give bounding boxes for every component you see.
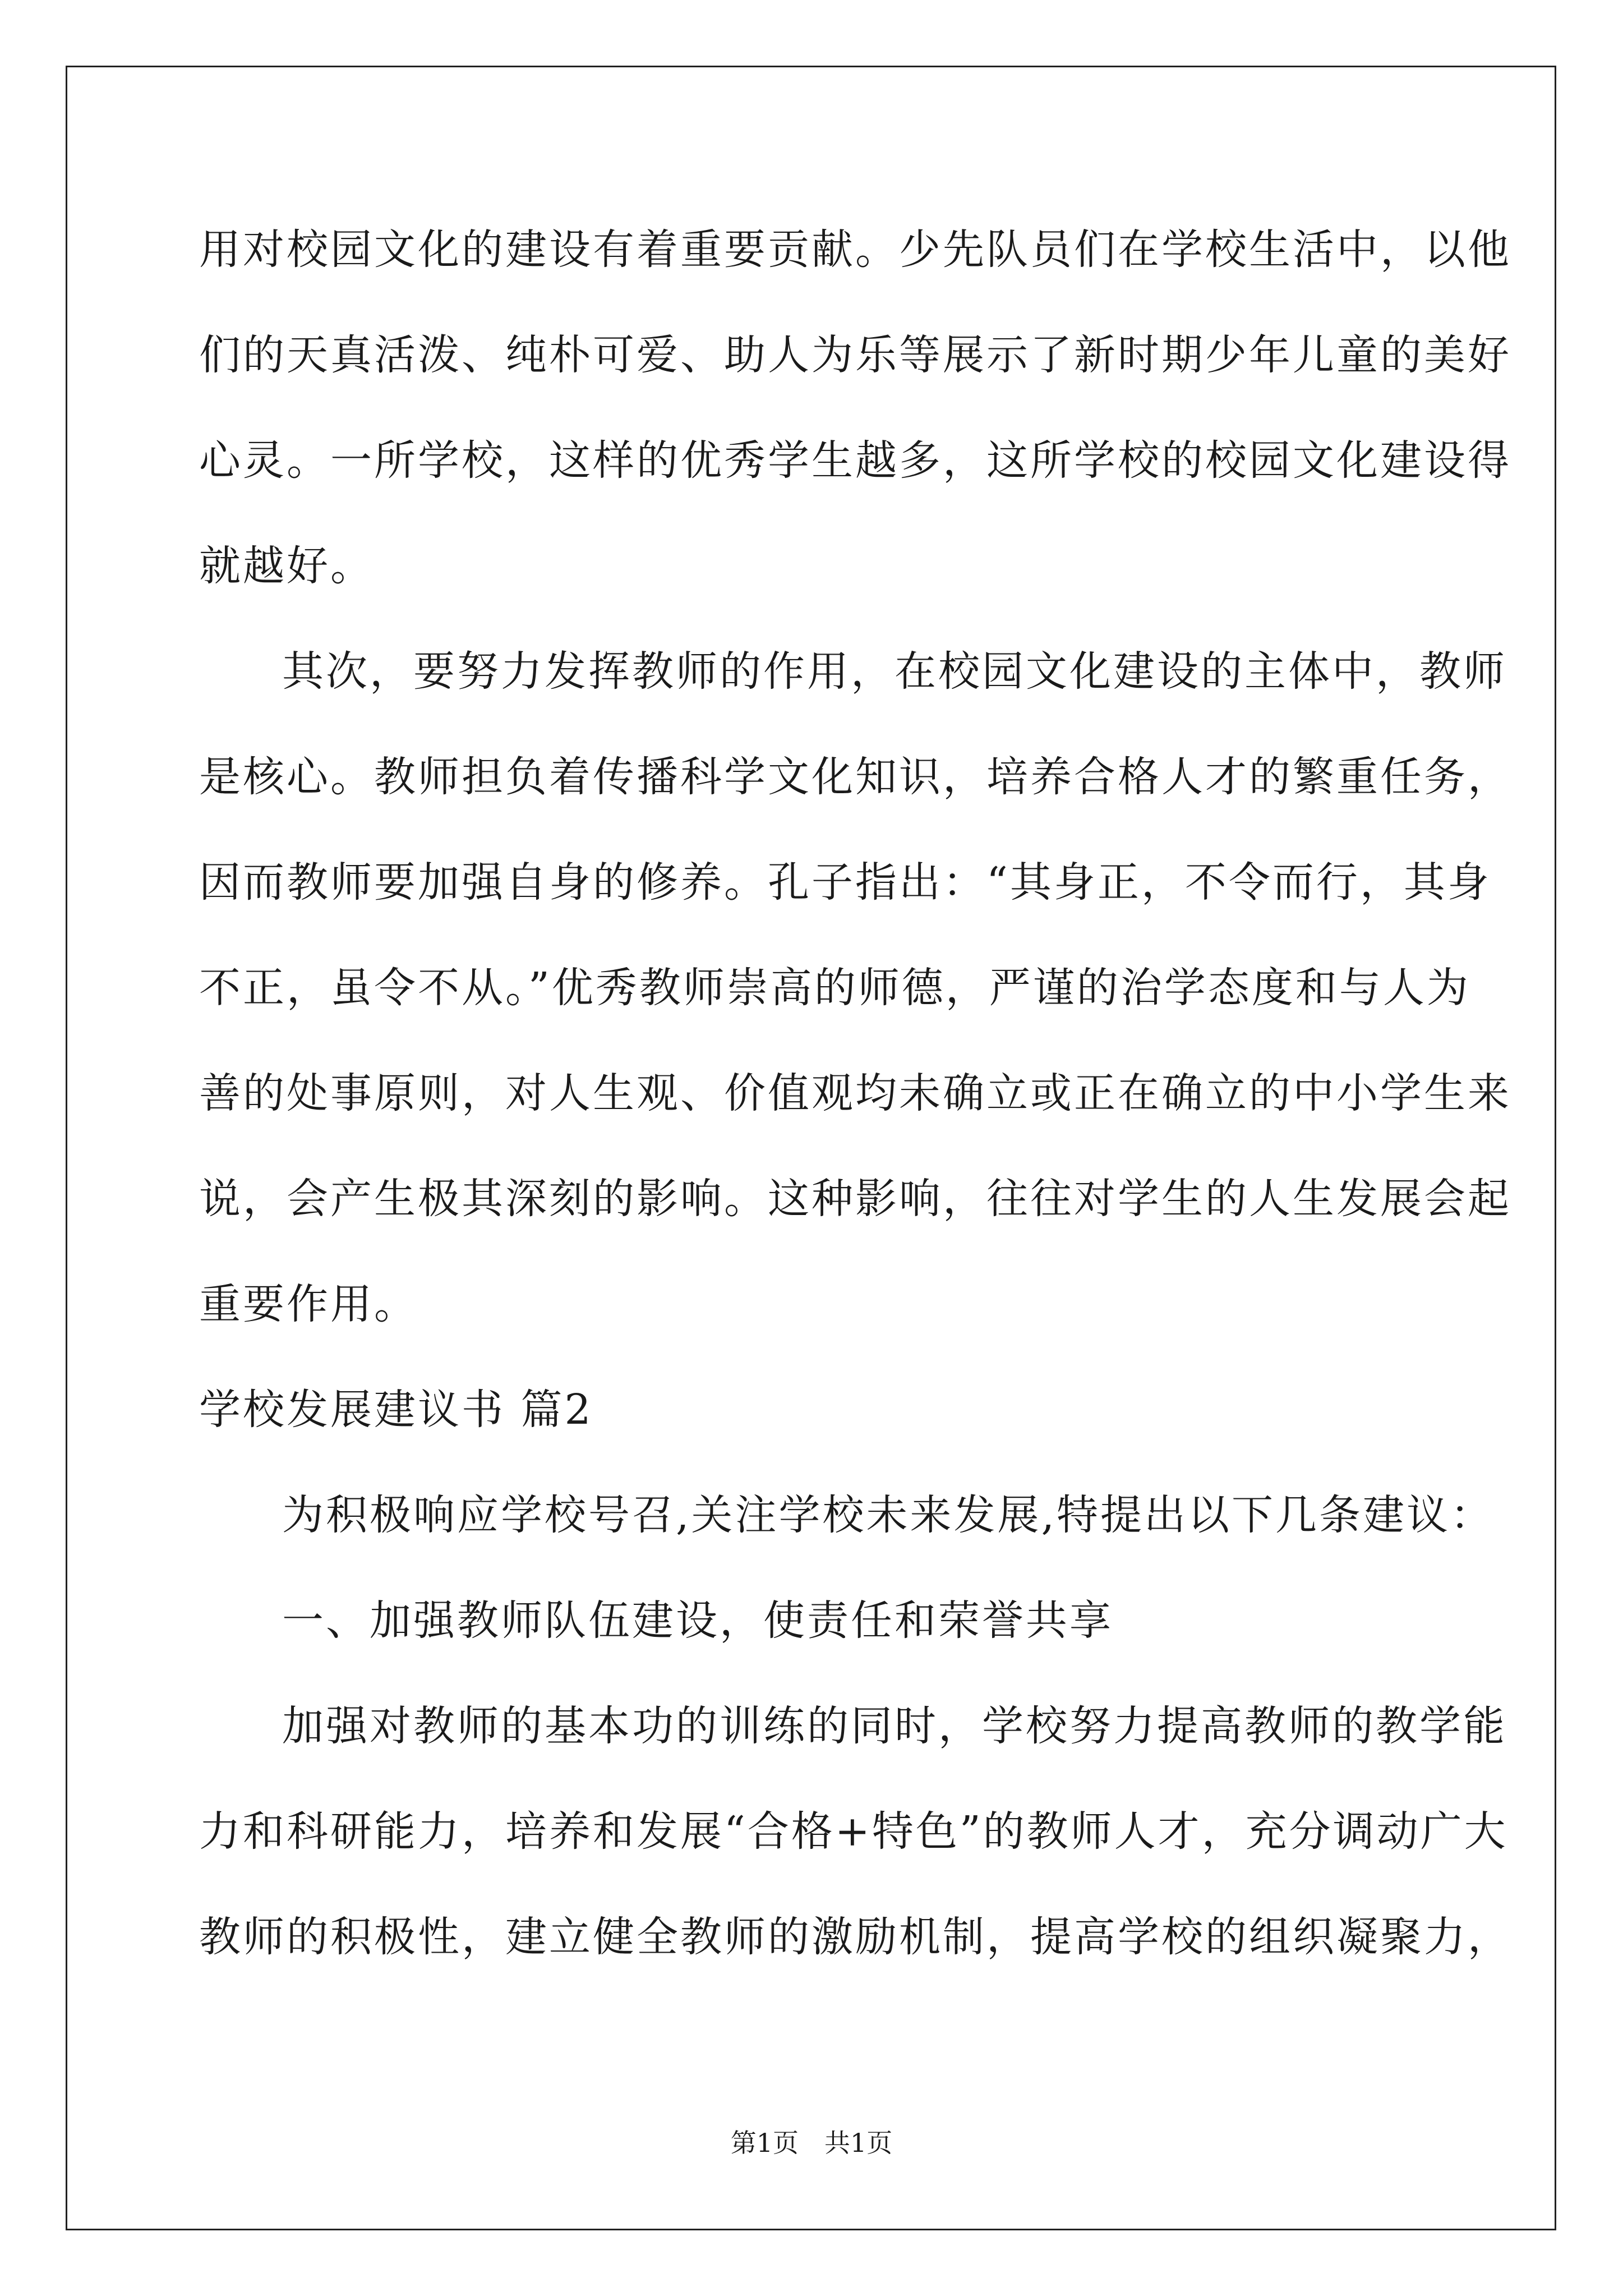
text-line: 教师的积极性，建立健全教师的激励机制，提高学校的组织凝聚力， (199, 1913, 1511, 1961)
text-line: 们的天真活泼、纯朴可爱、助人为乐等展示了新时期少年儿童的美好 (199, 331, 1511, 379)
text-line: 用对校园文化的建设有着重要贡献。少先队员们在学校生活中，以他 (199, 226, 1511, 274)
text-line: 因而教师要加强自身的修养。孔子指出：“其身正，不令而行，其身 (199, 858, 1491, 907)
page-footer: 第1页 共1页 (730, 2128, 893, 2158)
text-line: 说，会产生极其深刻的影响。这种影响，往往对学生的人生发展会起 (199, 1175, 1511, 1223)
section-heading: 学校发展建议书 篇2 (199, 1386, 593, 1434)
text-line: 心灵。一所学校，这样的优秀学生越多，这所学校的校园文化建设得 (199, 436, 1511, 485)
text-line: 不正，虽令不从。”优秀教师崇高的师德，严谨的治学态度和与人为 (199, 964, 1470, 1012)
text-line: 是核心。教师担负着传播科学文化知识，培养合格人才的繁重任务， (199, 753, 1511, 801)
document-body (199, 208, 1511, 2000)
text-line: 力和科研能力，培养和发展“合格+特色”的教师人才，充分调动广大 (199, 1807, 1508, 1856)
text-line: 重要作用。 (199, 1280, 418, 1328)
text-line: 加强对教师的基本功的训练的同时，学校努力提高教师的教学能 (282, 1702, 1507, 1750)
text-line: 为积极响应学校号召,关注学校未来发展,特提出以下几条建议： (282, 1491, 1495, 1539)
text-line: 善的处事原则，对人生观、价值观均未确立或正在确立的中小学生来 (199, 1069, 1511, 1117)
text-line: 就越好。 (199, 542, 374, 590)
text-line: 一、加强教师队伍建设，使责任和荣誉共享 (282, 1596, 1113, 1645)
text-line: 其次，要努力发挥教师的作用，在校园文化建设的主体中，教师 (282, 647, 1507, 696)
